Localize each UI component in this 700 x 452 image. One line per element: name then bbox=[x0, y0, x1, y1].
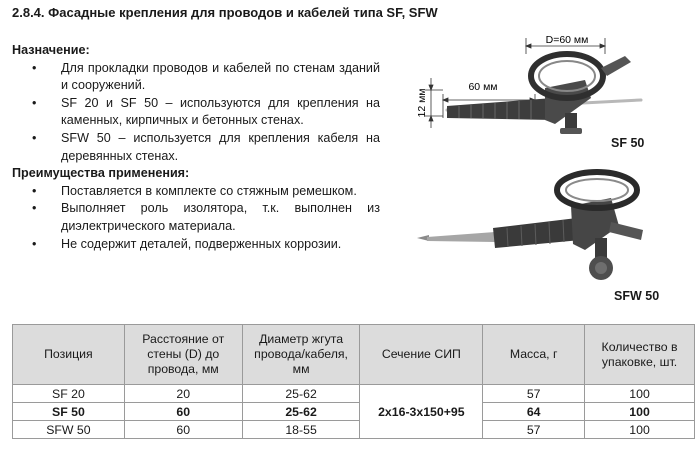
column-header: Количество в упаковке, шт. bbox=[585, 325, 695, 385]
table-cell: 60 bbox=[124, 421, 242, 439]
column-header: Масса, г bbox=[483, 325, 585, 385]
table-cell: 25-62 bbox=[242, 403, 360, 421]
table-row bbox=[13, 421, 695, 439]
spec-table bbox=[12, 324, 695, 439]
table-cell: 20 bbox=[124, 385, 242, 403]
sfw50-caption: SFW 50 bbox=[614, 289, 660, 303]
bullet-icon: • bbox=[32, 130, 37, 145]
column-header: Позиция bbox=[13, 325, 125, 385]
table-cell: 57 bbox=[483, 421, 585, 439]
table-row-highlighted bbox=[13, 403, 695, 421]
bullet-icon: • bbox=[32, 201, 37, 216]
dimension-height-label: 12 мм bbox=[416, 88, 428, 118]
table-cell: SF 20 bbox=[13, 385, 125, 403]
column-header: Сечение СИП bbox=[360, 325, 483, 385]
table-cell: 64 bbox=[483, 403, 585, 421]
bullet-icon: • bbox=[32, 95, 37, 110]
advantages-heading: Преимущества применения: bbox=[12, 166, 190, 181]
column-header: Диаметр жгута провода/кабеля, мм bbox=[242, 325, 360, 385]
advantage-item: • Поставляется в комплекте со стяжным ремешком. bbox=[12, 183, 380, 201]
purpose-heading: Назначение: bbox=[12, 43, 90, 57]
table-cell: 100 bbox=[585, 385, 695, 403]
table-cell: 60 bbox=[124, 403, 242, 421]
sf50-product-image bbox=[395, 28, 695, 138]
table-cell: SFW 50 bbox=[13, 421, 125, 439]
purpose-item: • SF 20 и SF 50 – используются для крепления на каменных, кирпичных и бетонных стенах. bbox=[32, 95, 380, 128]
sf50-caption: SF 50 bbox=[611, 136, 645, 150]
sfw50-product-image bbox=[415, 168, 695, 288]
bullet-icon: • bbox=[32, 60, 37, 75]
dimension-length-label: 60 мм bbox=[468, 81, 498, 93]
purpose-item: • SFW 50 – используется для крепления кабеля на деревянных стенах. bbox=[32, 130, 380, 163]
table-cell: 100 bbox=[585, 403, 695, 421]
description-block bbox=[12, 42, 380, 253]
column-header: Расстояние от стены (D) до провода, мм bbox=[124, 325, 242, 385]
dimension-diameter-label: D=60 мм bbox=[545, 34, 589, 46]
table-row bbox=[13, 385, 695, 403]
purpose-item: • Для прокладки проводов и кабелей по стенам зданий и сооружений. bbox=[32, 60, 380, 93]
table-cell: 18-55 bbox=[242, 421, 360, 439]
table-cell: 25-62 bbox=[242, 385, 360, 403]
table-cell: SF 50 bbox=[13, 403, 125, 421]
bullet-icon: • bbox=[32, 236, 37, 251]
bullet-icon: • bbox=[32, 183, 37, 198]
table-header-row bbox=[13, 325, 695, 385]
advantage-item: • Выполняет роль изолятора, т.к. выполнен из диэлектрического материала. bbox=[32, 201, 380, 233]
sip-section-cell: 2x16-3x150+95 bbox=[360, 385, 483, 439]
table-cell: 100 bbox=[585, 421, 695, 439]
page-title: 2.8.4. Фасадные крепления для проводов и кабелей типа SF, SFW bbox=[12, 5, 438, 20]
advantage-item: • Не содержит деталей, подверженных коррозии. bbox=[12, 236, 380, 254]
table-cell: 57 bbox=[483, 385, 585, 403]
